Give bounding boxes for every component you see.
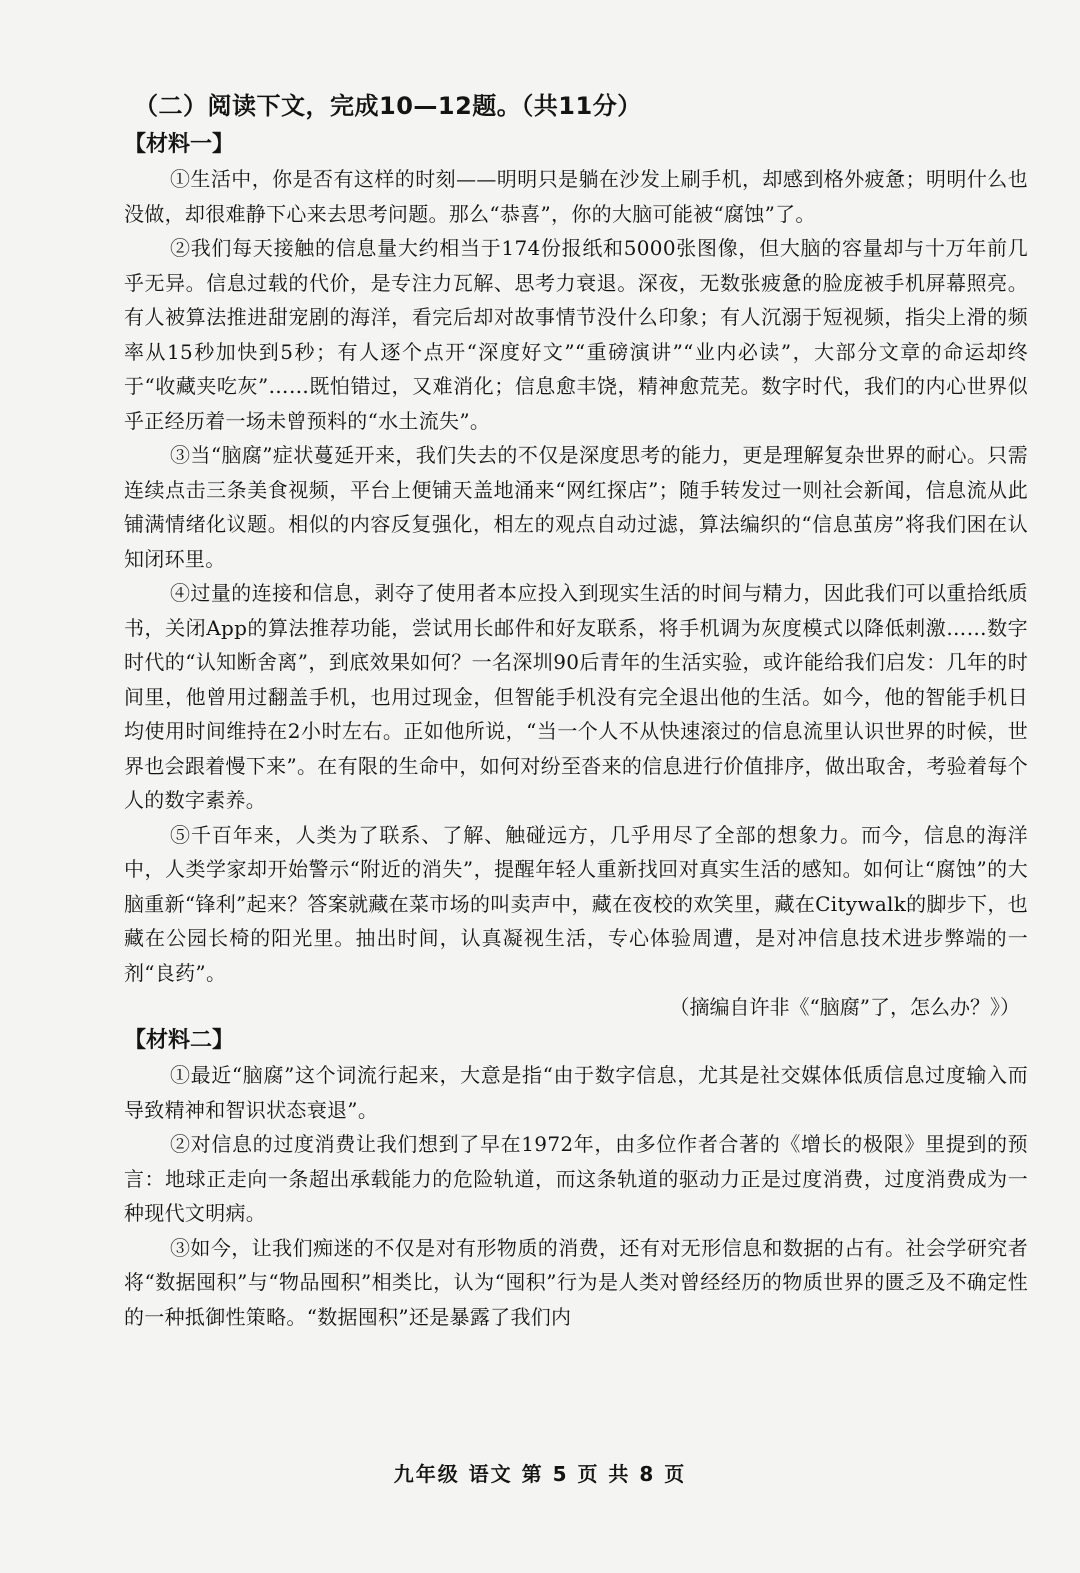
page-footer: 九年级 语文 第 5 页 共 8 页 bbox=[393, 1462, 687, 1486]
material-two-paragraph-1: ①最近“脑腐”这个词流行起来，大意是指“由于数字信息，尤其是社交媒体低质信息过度输入而导致精神和智识状态衰退”。 bbox=[124, 1063, 1028, 1122]
material-one-paragraph-4: ④过量的连接和信息，剥夺了使用者本应投入到现实生活的时间与精力，因此我们可以重拾纸质书，关闭App的算法推荐功能，尝试用长邮件和好友联系，将手机调为灰度模式以降低刺激……数字时代的“认知断舍离”，到底效果如何？一名深圳90后青年的生活实验，或许能给我们启发：几年的时间里，他曾用过翻盖手机，也用过现金，但智能手机没有完全退出他的生活。如今，他的智能手机日均使用时间维持在2小时左右。正如他所说，“当一个人不从快速滚过的信息流里认识世界的时候，世界也会跟着慢下来”。在有限的生命中，如何对纷至沓来的信息进行价值排序，做出取舍，考验着每个人的数字素养。 bbox=[124, 581, 1028, 812]
material-one-paragraph-5: ⑤千百年来，人类为了联系、了解、触碰远方，几乎用尽了全部的想象力。而今，信息的海洋中，人类学家却开始警示“附近的消失”，提醒年轻人重新找回对真实生活的感知。如何让“腐蚀”的大脑重新“锋利”起来？答案就藏在菜市场的叫卖声中，藏在夜校的欢笑里，藏在Citywalk的脚步下，也藏在公园长椅的阳光里。抽出时间，认真凝视生活，专心体验周遭，是对冲信息技术进步弊端的一剂“良药”。 bbox=[124, 822, 1028, 985]
material-one-source: （摘编自许非《“脑腐”了，怎么办？》） bbox=[669, 995, 1020, 1019]
material-one-paragraph-1: ①生活中，你是否有这样的时刻——明明只是躺在沙发上刷手机，却感到格外疲惫；明明什么也没做，却很难静下心来去思考问题。那么“恭喜”，你的大脑可能被“腐蚀”了。 bbox=[124, 167, 1028, 226]
material-one-paragraph-3: ③当“脑腐”症状蔓延开来，我们失去的不仅是深度思考的能力，更是理解复杂世界的耐心。只需连续点击三条美食视频，平台上便铺天盖地涌来“网红探店”；随手转发过一则社会新闻，信息流从此铺满情绪化议题。相似的内容反复强化，相左的观点自动过滤，算法编织的“信息茧房”将我们困在认知闭环里。 bbox=[124, 443, 1028, 571]
material-two-paragraph-2: ②对信息的过度消费让我们想到了早在1972年，由多位作者合著的《增长的极限》里提到的预言：地球正走向一条超出承载能力的危险轨道，而这条轨道的驱动力正是过度消费，过度消费成为一种现代文明病。 bbox=[124, 1132, 1028, 1225]
material-one-paragraph-2: ②我们每天接触的信息量大约相当于174份报纸和5000张图像，但大脑的容量却与十万年前几乎无异。信息过载的代价，是专注力瓦解、思考力衰退。深夜，无数张疲惫的脸庞被手机屏幕照亮。有人被算法推进甜宠剧的海洋，看完后却对故事情节没什么印象；有人沉溺于短视频，指尖上滑的频率从15秒加快到5秒；有人逐个点开“深度好文”“重磅演讲”“业内必读”，大部分文章的命运却终于“收藏夹吃灰”……既怕错过，又难消化；信息愈丰饶，精神愈荒芜。数字时代，我们的内心世界似乎正经历着一场未曾预料的“水土流失”。 bbox=[124, 236, 1028, 433]
section-title: （二）阅读下文，完成10—12题。（共11分） bbox=[134, 92, 642, 120]
material-two-label: 【材料二】 bbox=[124, 1028, 235, 1053]
material-two-paragraph-3: ③如今，让我们痴迷的不仅是对有形物质的消费，还有对无形信息和数据的占有。社会学研究者将“数据囤积”与“物品囤积”相类比，认为“囤积”行为是人类对曾经经历的物质世界的匮乏及不确定性的一种抵御性策略。“数据囤积”还是暴露了我们内 bbox=[124, 1235, 1028, 1329]
material-one-label: 【材料一】 bbox=[124, 132, 235, 157]
